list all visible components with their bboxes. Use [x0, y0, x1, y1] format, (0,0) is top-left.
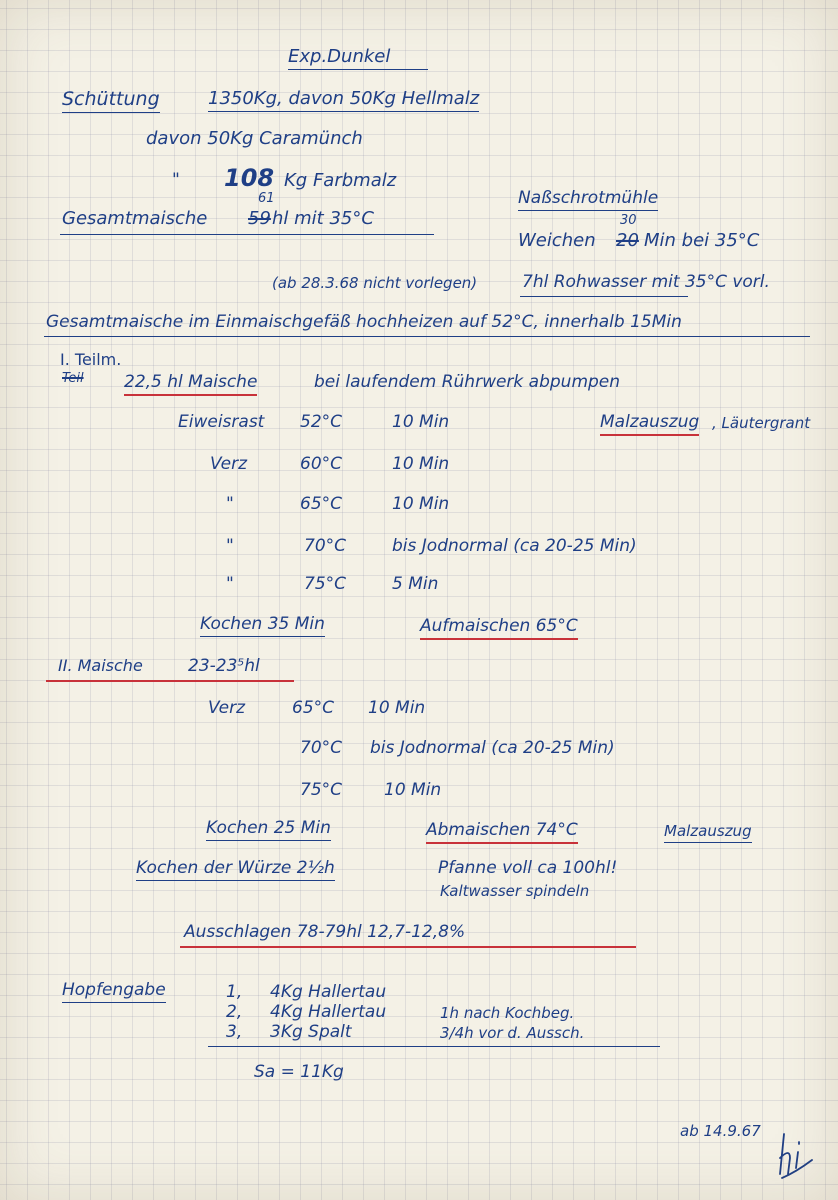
step-name: " — [226, 574, 234, 594]
hopfen-num: 3, — [226, 1022, 243, 1042]
weichen-suffix: Min bei 35°C — [644, 230, 760, 251]
schuettung-line-3-quote: " — [172, 170, 180, 190]
hochheizen-underline — [44, 336, 810, 337]
teil1-heading: I. Teilm. — [60, 350, 122, 369]
step-temp: 52°C — [300, 412, 343, 432]
teil1-pump-amount: 22,5 hl Maische — [124, 374, 257, 396]
weichen-old-value: 20 — [616, 230, 639, 251]
hopfen-note: 3/4h vor d. Aussch. — [440, 1024, 585, 1042]
teil2-underline — [46, 680, 294, 682]
teil2-amount: 23-23⁵hl — [188, 656, 260, 676]
ausschlagen-underline — [180, 946, 636, 948]
step-time: 10 Min — [368, 698, 426, 718]
teil1-malzauszug: Malzauszug — [600, 414, 699, 436]
gesamtmaische-old-value: 59 — [248, 208, 271, 229]
hopfen-note: 1h nach Kochbeg. — [440, 1004, 575, 1022]
hopfen-text: 3Kg Spalt — [270, 1022, 352, 1042]
hopfengabe-label: Hopfengabe — [62, 982, 166, 1003]
teil2-heading: II. Maische — [58, 656, 143, 675]
pfanne-voll: Pfanne voll ca 100hl! — [438, 858, 618, 878]
teil1-pump-rest: bei laufendem Rührwerk abpumpen — [314, 372, 621, 392]
weichen-new-value: 30 — [620, 213, 637, 228]
teil1-laeutergrant: , Läutergrant — [712, 414, 811, 432]
teil2-kochen: Kochen 25 Min — [206, 820, 331, 841]
step-temp: 70°C — [304, 536, 347, 556]
teil1-struck-text: Teil — [62, 371, 84, 386]
hopfen-text: 4Kg Hallertau — [270, 1002, 387, 1022]
page-title: Exp.Dunkel — [288, 48, 428, 70]
signature — [776, 1128, 816, 1180]
hochheizen-line: Gesamtmaische im Einmaischgefäß hochheizen auf 52°C, innerhalb 15Min — [46, 312, 682, 332]
gesamtmaische-suffix: hl mit 35°C — [272, 208, 374, 229]
step-name: " — [226, 494, 234, 514]
hopfen-text: 4Kg Hallertau — [270, 982, 387, 1002]
step-time: 10 Min — [392, 494, 450, 514]
gesamtmaische-label: Gesamtmaische — [62, 208, 208, 229]
step-name: Verz — [208, 698, 246, 718]
hopfen-sum: Sa = 11Kg — [254, 1062, 344, 1082]
step-time: 5 Min — [392, 574, 439, 594]
step-name: Verz — [210, 454, 248, 474]
schuettung-label: Schüttung — [62, 90, 160, 113]
step-temp: 65°C — [300, 494, 343, 514]
step-temp: 65°C — [292, 698, 335, 718]
gesamtmaische-new-value: 61 — [258, 191, 275, 206]
step-name: Eiweisrast — [178, 412, 265, 432]
teil1-kochen: Kochen 35 Min — [200, 616, 325, 637]
step-name: " — [226, 536, 234, 556]
step-time: 10 Min — [392, 454, 450, 474]
step-time: bis Jodnormal (ca 20-25 Min) — [370, 738, 615, 758]
teil2-malzauszug: Malzauszug — [664, 824, 752, 843]
schuettung-line-1: 1350Kg, davon 50Kg Hellmalz — [208, 90, 479, 112]
step-temp: 75°C — [300, 780, 343, 800]
vorlegen-note: (ab 28.3.68 nicht vorlegen) — [272, 274, 478, 292]
step-temp: 75°C — [304, 574, 347, 594]
farbmalz-text: Kg Farbmalz — [284, 170, 397, 191]
schuettung-line-2: davon 50Kg Caramünch — [146, 128, 363, 149]
farbmalz-amount: 108 — [224, 164, 275, 192]
wuerze-kochen: Kochen der Würze 2½h — [136, 860, 335, 881]
hopfen-sum-line — [208, 1046, 660, 1047]
step-time: 10 Min — [384, 780, 442, 800]
step-temp: 70°C — [300, 738, 343, 758]
hopfen-num: 2, — [226, 1002, 243, 1022]
ausschlagen-line: Ausschlagen 78-79hl 12,7-12,8% — [184, 922, 466, 942]
step-time: 10 Min — [392, 412, 450, 432]
kaltwasser-spindeln: Kaltwasser spindeln — [440, 882, 590, 900]
teil1-aufmaischen: Aufmaischen 65°C — [420, 618, 578, 640]
hopfen-num: 1, — [226, 982, 243, 1002]
gesamtmaische-underline — [60, 234, 434, 235]
nassschrot-heading: Naßschrotmühle — [518, 190, 658, 211]
teil2-abmaischen: Abmaischen 74°C — [426, 822, 578, 844]
rohwasser-underline — [520, 296, 688, 297]
date-note: ab 14.9.67 — [680, 1122, 761, 1140]
weichen-label: Weichen — [518, 230, 596, 251]
rohwasser-line: 7hl Rohwasser mit 35°C vorl. — [522, 272, 770, 292]
step-time: bis Jodnormal (ca 20-25 Min) — [392, 536, 637, 556]
step-temp: 60°C — [300, 454, 343, 474]
